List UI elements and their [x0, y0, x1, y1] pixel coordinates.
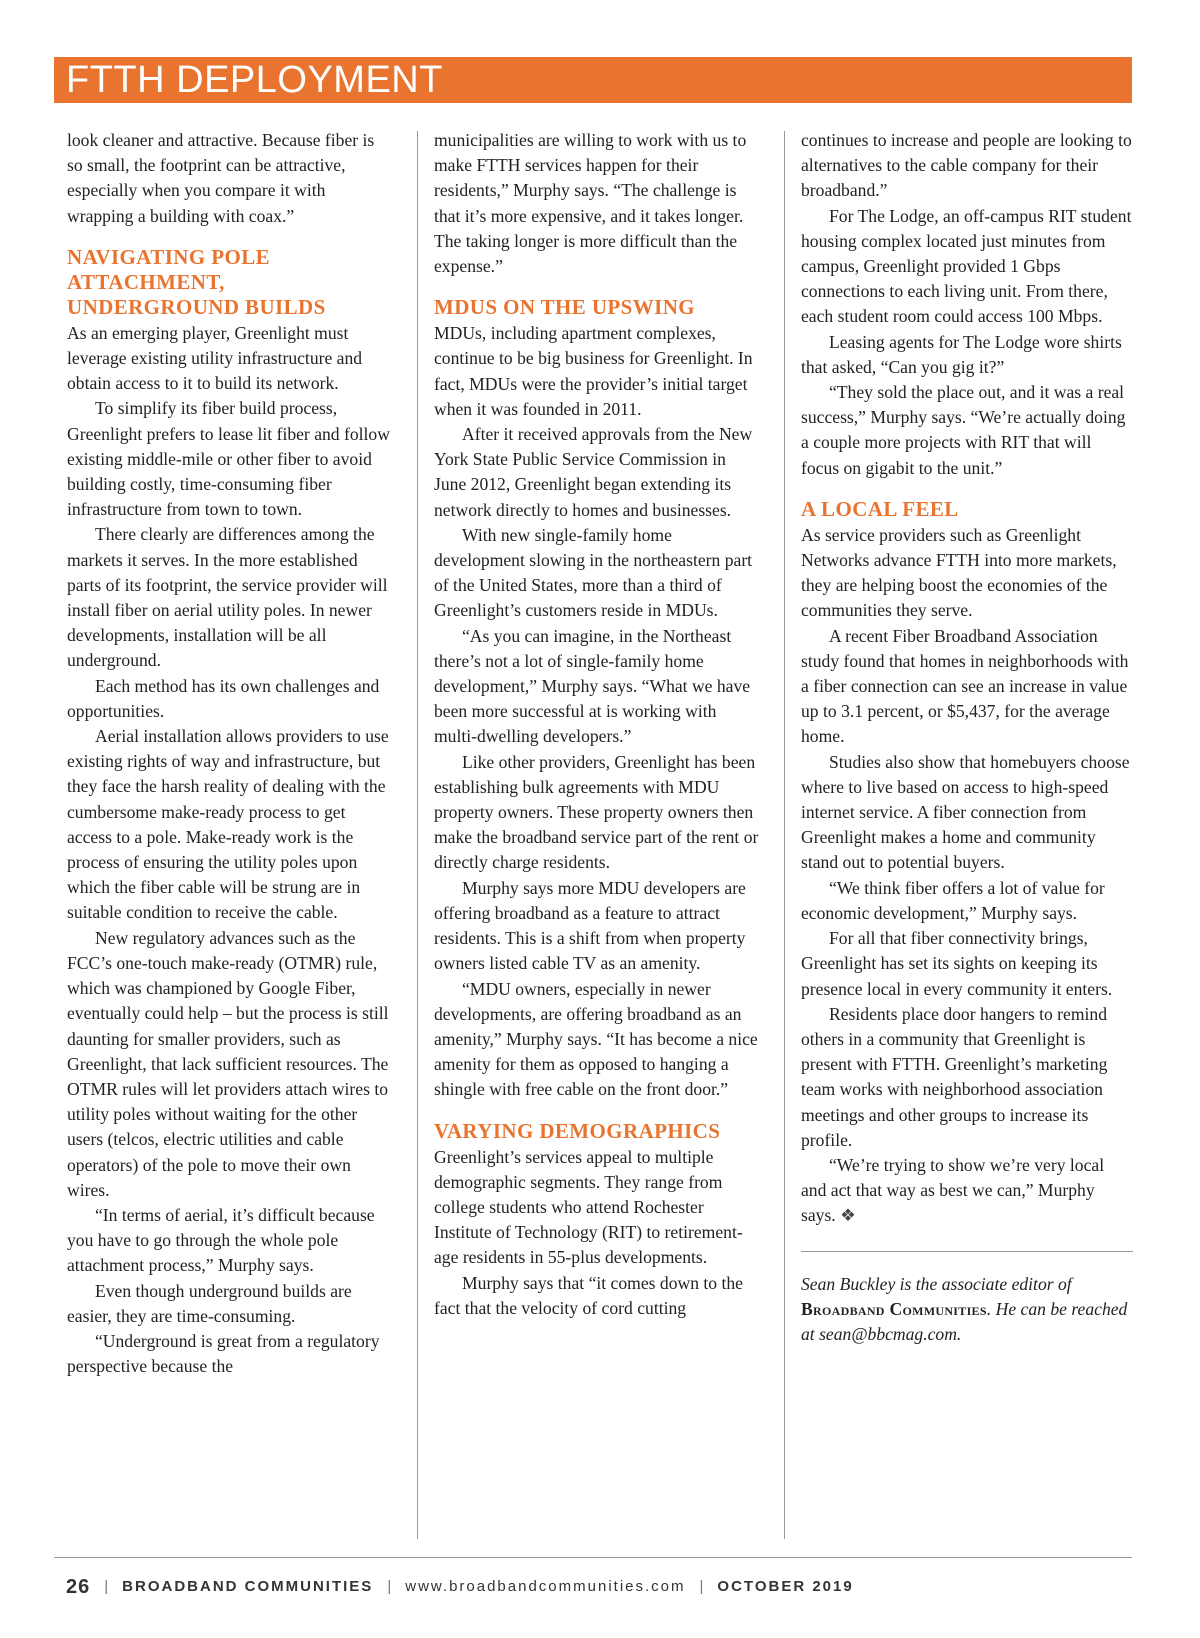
paragraph: municipalities are willing to work with us to make FTTH services happen for their residents,” Murphy says. “The challenge is that it’s more expensive, and it takes longer. The taking longer is more difficult than the expense.” — [434, 130, 747, 277]
paragraph: Even though underground builds are easier, they are time-consuming. — [67, 1280, 352, 1326]
paragraph: A recent Fiber Broadband Association study found that homes in neighborhoods with a fiber connection can see an increase in value up to 3.1 percent, or $5,437, for the average home. — [801, 625, 1129, 747]
paragraph: “MDU owners, especially in newer developments, are offering broadband as an amenity,” Murphy says. “It has become a nice amenity for them as opposed to hanging a shingle with free cable on the front door.” — [434, 978, 758, 1100]
paragraph: There clearly are differences among the markets it serves. In the more established parts of its footprint, the service provider will install fiber on aerial utility poles. In newer developments, installation will be all underground. — [67, 524, 388, 671]
article-column-3 — [801, 128, 1133, 1347]
author-bio-contact: . He can be reached at sean@bbcmag.com. — [801, 1298, 1128, 1344]
section-title: FTTH DEPLOYMENT — [66, 59, 443, 101]
paragraph: “They sold the place out, and it was a real success,” Murphy says. “We’re actually doing a couple more projects with RIT that will focus on gigabit to the unit.” — [801, 382, 1126, 478]
author-bio — [801, 1272, 1133, 1348]
section-heading: VARYING DEMOGRAPHICS — [434, 1118, 721, 1143]
article-column-2 — [434, 128, 761, 1321]
paragraph: MDUs, including apartment complexes, continue to be big business for Greenlight. In fact, MDUs were the provider’s initial target when it was founded in 2011. — [434, 323, 753, 419]
section-banner — [54, 57, 1132, 103]
section-heading: NAVIGATING POLE ATTACHMENT, UNDERGROUND BUILDS — [67, 244, 326, 319]
paragraph: New regulatory advances such as the FCC’s one-touch make-ready (OTMR) rule, which was championed by Google Fiber, eventually could help – but the process is still daunting for smaller providers, such as Greenlight, that lack sufficient resources. The OTMR rules will let providers attach wires to utility poles without waiting for the other users (telcos, electric utilities and cable operators) of the pole to move their own wires. — [67, 927, 389, 1200]
paragraph: Studies also show that homebuyers choose where to live based on access to high-speed internet service. A fiber connection from Greenlight makes a home and community stand out to potential buyers. — [801, 751, 1130, 873]
paragraph: With new single-family home development slowing in the northeastern part of the United States, more than a third of Greenlight’s customers reside in MDUs. — [434, 524, 753, 621]
paragraph: Like other providers, Greenlight has been establishing bulk agreements with MDU property owners. These property owners then make the broadband service part of the rent or directly charge residents. — [434, 751, 759, 873]
footer-separator: | — [104, 1578, 109, 1596]
website-url: www.broadbandcommunities.com — [405, 1578, 686, 1596]
paragraph: Leasing agents for The Lodge wore shirts that asked, “Can you gig it?” — [801, 331, 1122, 377]
paragraph: continues to increase and people are looking to alternatives to the cable company for their broadband.” — [801, 130, 1132, 201]
footer-separator: | — [387, 1578, 392, 1596]
author-bio-text: Sean Buckley is the associate editor of — [801, 1273, 1072, 1294]
paragraph: Each method has its own challenges and opportunities. — [67, 675, 380, 721]
page-number: 26 — [66, 1576, 91, 1599]
section-heading: MDUS ON THE UPSWING — [434, 295, 695, 320]
paragraph: “As you can imagine, in the Northeast there’s not a lot of single-family home development,” Murphy says. “What we have been more successful at is working with multi-dwelling developers.” — [434, 625, 751, 747]
paragraph: For The Lodge, an off-campus RIT student housing complex located just minutes from campus, Greenlight provided 1 Gbps connections to each living unit. From there, each student room could access 100 Mbps. — [801, 205, 1132, 327]
publication-mention: Broadband Communities — [801, 1298, 987, 1319]
paragraph: Murphy says that “it comes down to the fact that the velocity of cord cutting — [434, 1272, 743, 1318]
paragraph: “Underground is great from a regulatory perspective because the — [67, 1330, 380, 1377]
paragraph: “In terms of aerial, it’s difficult because you have to go through the whole pole attachment process,” Murphy says. — [67, 1204, 375, 1276]
page-footer — [54, 1573, 1132, 1601]
footer-divider — [54, 1557, 1132, 1558]
issue-date: OCTOBER 2019 — [717, 1578, 854, 1596]
paragraph: To simplify its fiber build process, Greenlight prefers to lease lit fiber and follow existing middle-mile or other fiber to avoid building costly, time-consuming fiber infrastructure from town to town. — [67, 398, 390, 520]
column-divider — [417, 131, 418, 1539]
column-divider — [784, 131, 785, 1539]
paragraph: “We think fiber offers a lot of value for economic development,” Murphy says. — [801, 877, 1105, 923]
paragraph: Murphy says more MDU developers are offering broadband as a feature to attract residents. This is a shift from when property owners listed cable TV as an amenity. — [434, 877, 746, 974]
author-divider — [801, 1251, 1133, 1252]
paragraph: As an emerging player, Greenlight must leverage existing utility infrastructure and obtain access to it to build its network. — [67, 322, 363, 394]
end-mark-icon: ❖ — [840, 1205, 856, 1226]
paragraph: Greenlight’s services appeal to multiple demographic segments. They range from college students who attend Rochester Institute of Technology (RIT) to retirement-age residents in 55-plus developments. — [434, 1146, 743, 1268]
paragraph: As service providers such as Greenlight Networks advance FTTH into more markets, they are helping boost the economies of the communities they serve. — [801, 524, 1117, 621]
paragraph: look cleaner and attractive. Because fiber is so small, the footprint can be attractive, especially when you compare it with wrapping a building with coax.” — [67, 130, 375, 226]
paragraph: Aerial installation allows providers to use existing rights of way and infrastructure, but they face the harsh reality of dealing with the cumbersome make-ready process to get access to a pole. Make-ready work is the process of ensuring the utility poles upon which the fiber cable will be strung are in suitable condition to receive the cable. — [67, 726, 389, 923]
publication-name: BROADBAND COMMUNITIES — [122, 1578, 374, 1596]
paragraph: After it received approvals from the New York State Public Service Commission in June 2012, Greenlight began extending its network directly to homes and businesses. — [434, 424, 753, 520]
article-column-1 — [67, 128, 394, 1379]
paragraph — [801, 1153, 1133, 1229]
paragraph: For all that fiber connectivity brings, Greenlight has set its sights on keeping its presence local in every community it enters. — [801, 928, 1113, 999]
footer-separator: | — [699, 1578, 704, 1596]
section-heading: A LOCAL FEEL — [801, 496, 959, 521]
paragraph: Residents place door hangers to remind others in a community that Greenlight is present with FTTH. Greenlight’s marketing team works with neighborhood association meetings and other groups to increase its profile. — [801, 1003, 1108, 1150]
paragraph-text: “We’re trying to show we’re very local and act that way as best we can,” Murphy says. — [801, 1154, 1105, 1226]
